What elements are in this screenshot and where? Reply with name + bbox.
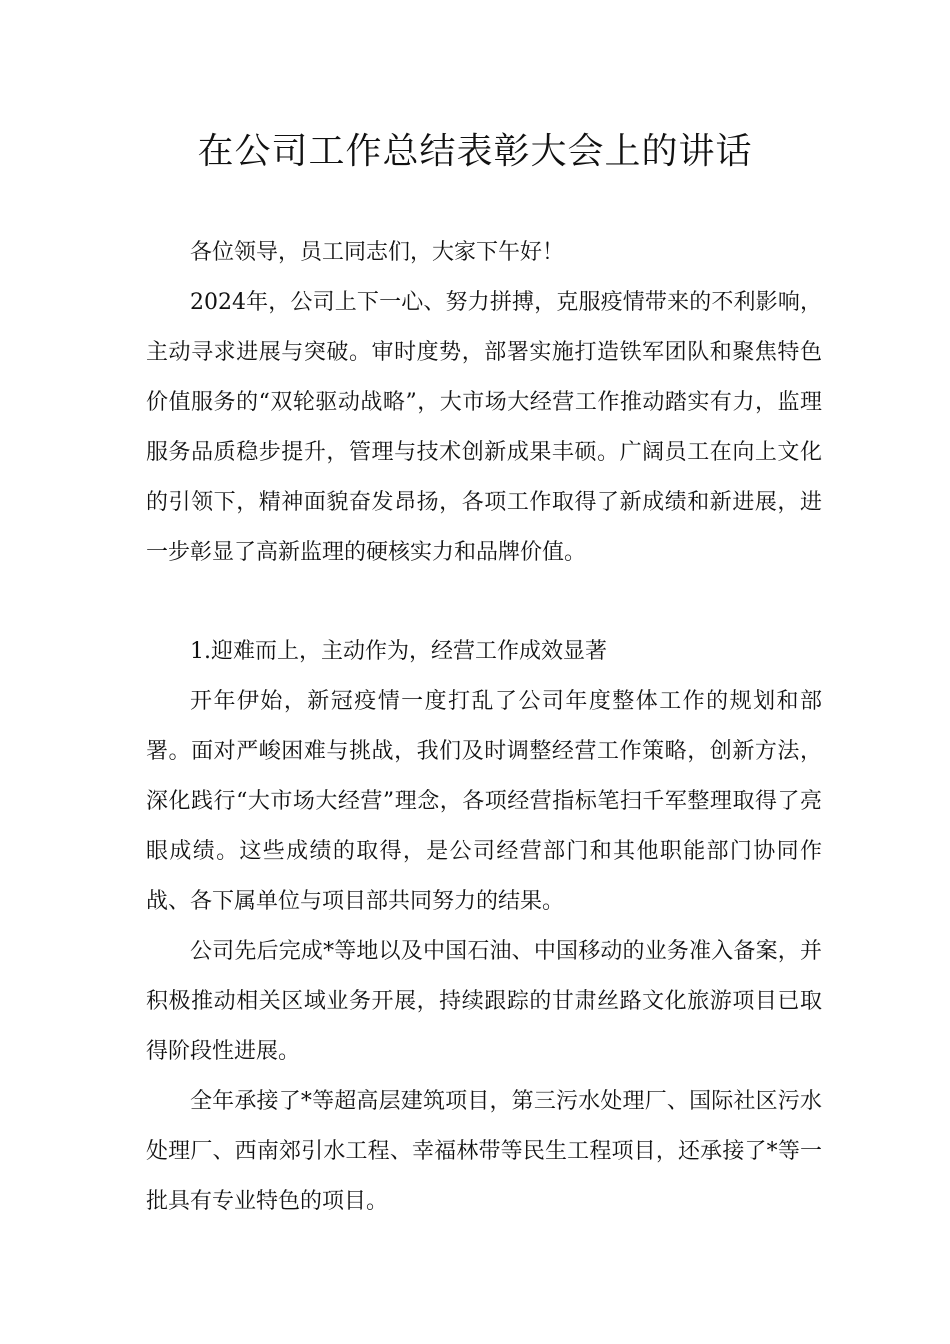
greeting-block [146, 228, 822, 278]
section-paragraph: 开年伊始，新冠疫情一度打乱了公司年度整体工作的规划和部署。面对严峻困难与挑战，我们及时调整经营工作策略，创新方法，深化践行“大市场大经营”理念，各项经营指标笔扫千军整理取得了亮眼成绩。这些成绩的取得，是公司经营部门和其他职能部门协同作战、各下属单位与项目部共同努力的结果。 [146, 689, 822, 914]
section-paragraph: 全年承接了*等超高层建筑项目，第三污水处理厂、国际社区污水处理厂、西南郊引水工程、幸福林带等民生工程项目，还承接了*等一批具有专业特色的项目。 [146, 1089, 822, 1214]
section-heading: 1.迎难而上，主动作为，经营工作成效显著 [190, 639, 607, 664]
greeting-paragraph: 各位领导，员工同志们，大家下午好！ [190, 240, 565, 265]
section-1 [146, 627, 822, 1227]
document-title: 在公司工作总结表彰大会上的讲话 [197, 131, 753, 172]
intro-block [146, 278, 822, 578]
intro-paragraph: 2024年，公司上下一心、努力拼搏，克服疫情带来的不利影响，主动寻求进展与突破。审时度势，部署实施打造铁军团队和聚焦特色价值服务的“双轮驱动战略”，大市场大经营工作推动踏实有力，监理服务品质稳步提升，管理与技术创新成果丰硕。广阔员工在向上文化的引领下，精神面貌奋发昂扬，各项工作取得了新成绩和新进展，进一步彰显了高新监理的硬核实力和品牌价值。 [146, 290, 822, 565]
section-paragraph: 公司先后完成*等地以及中国石油、中国移动的业务准入备案，并积极推动相关区域业务开展，持续跟踪的甘肃丝路文化旅游项目已取得阶段性进展。 [146, 939, 822, 1064]
